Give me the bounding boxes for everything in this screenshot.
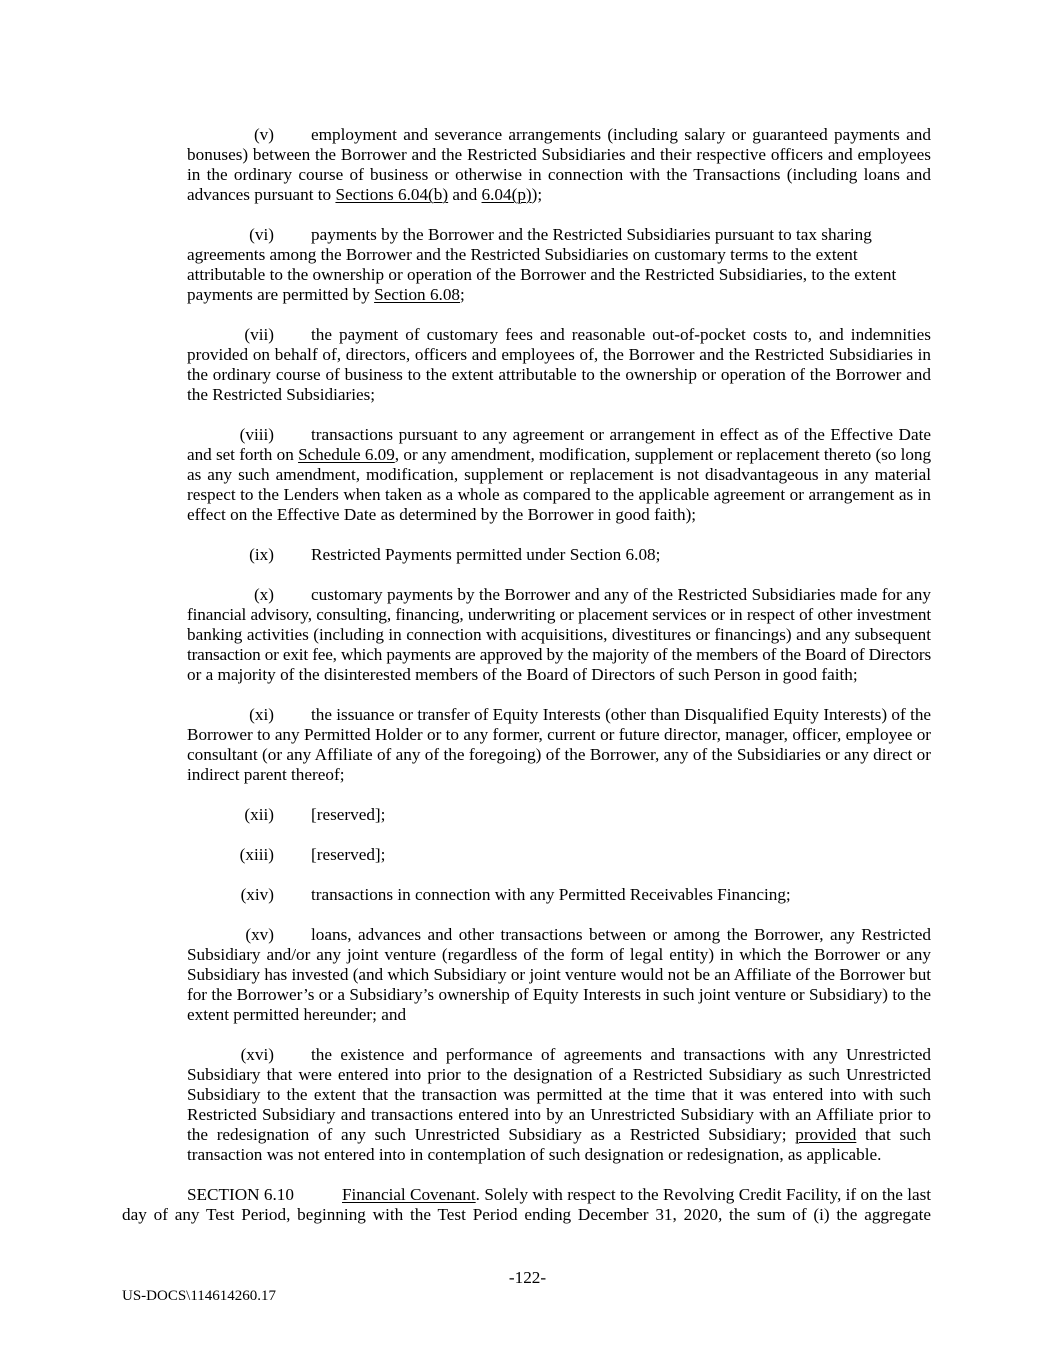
clause-text-line: as any such amendment, modification, supplement or replacement is not disadvantageous in any material bbox=[187, 465, 931, 484]
tab-gap bbox=[274, 705, 311, 725]
clause-text-line: or a majority of the disinterested members of the Board of Directors of such Person in good faith; bbox=[187, 665, 858, 684]
tab-gap bbox=[274, 925, 311, 945]
clause-first-line bbox=[187, 1045, 931, 1065]
clause-x bbox=[187, 585, 931, 685]
clause-number: (x) bbox=[253, 585, 274, 604]
clause-text-line: Restricted Payments permitted under Section 6.08; bbox=[311, 545, 661, 564]
clause-number: (xvi) bbox=[240, 1045, 274, 1064]
section-first-line bbox=[122, 1185, 931, 1205]
clause-text-line: the ordinary course of business to the extent attributable to the ownership or operation of the Borrower and bbox=[187, 365, 931, 384]
cross-reference: 6.04(p) bbox=[481, 185, 532, 204]
clause-xv bbox=[187, 925, 931, 1025]
clause-first-line bbox=[187, 225, 931, 245]
tab-gap bbox=[274, 325, 311, 345]
clause-first-line bbox=[187, 125, 931, 145]
section-6-10 bbox=[122, 1185, 931, 1225]
tab-gap bbox=[274, 125, 311, 145]
tab-gap bbox=[274, 425, 311, 445]
clause-number: (vi) bbox=[249, 225, 274, 244]
clause-number: (xi) bbox=[249, 705, 274, 724]
text-run: , or any amendment, modification, supplement or replacement thereto (so long bbox=[394, 445, 931, 464]
clause-text-line: Subsidiary to the extent that the transaction was permitted at the time that it was entered into with such bbox=[187, 1085, 931, 1104]
clause-xvi bbox=[187, 1045, 931, 1165]
clause-text-line: transaction was not entered into in contemplation of such designation or redesignation, as applicable. bbox=[187, 1145, 882, 1164]
clause-first-line bbox=[187, 805, 931, 825]
clause-first-line bbox=[187, 585, 931, 605]
clause-text-line: indirect parent thereof; bbox=[187, 765, 345, 784]
text-run: payments are permitted by bbox=[187, 285, 375, 304]
proviso-term: provided bbox=[795, 1125, 857, 1144]
clause-text-line: employment and severance arrangements (including salary or guaranteed payments and bbox=[311, 125, 931, 144]
clause-text-line: the payment of customary fees and reasonable out-of-pocket costs to, and indemnities bbox=[311, 325, 931, 344]
clause-first-line bbox=[187, 845, 931, 865]
clause-number: (xv) bbox=[245, 925, 274, 944]
clause-number: (xiv) bbox=[240, 885, 274, 904]
clause-number: (vii) bbox=[244, 325, 274, 344]
text-run: . Solely with respect to the Revolving Credit Facility, if on the last bbox=[475, 1185, 931, 1204]
clause-text-line: financial advisory, consulting, financing, underwriting or placement services or in respect of other investment bbox=[187, 605, 931, 624]
clause-first-line bbox=[187, 425, 931, 445]
clause-text-line bbox=[187, 185, 931, 205]
document-body bbox=[122, 125, 931, 1225]
clause-number: (xiii) bbox=[239, 845, 274, 864]
clause-first-line bbox=[187, 925, 931, 945]
clause-text-line: the existence and performance of agreements and transactions with any Unrestricted bbox=[311, 1045, 931, 1064]
clause-number: (v) bbox=[253, 125, 274, 144]
tab-gap bbox=[274, 805, 311, 825]
clause-number: (xii) bbox=[244, 805, 274, 824]
clause-xiv bbox=[187, 885, 931, 905]
clause-text-line: the issuance or transfer of Equity Interests (other than Disqualified Equity Interests) of the bbox=[311, 705, 931, 724]
section-heading: SECTION 6.10 bbox=[187, 1185, 294, 1204]
clause-vii bbox=[187, 325, 931, 405]
section-text-line bbox=[342, 1185, 931, 1205]
clause-text-line: for the Borrower’s or a Subsidiary’s ownership of Equity Interests in such joint venture or Subsidiary) to the bbox=[187, 985, 931, 1004]
section-title: Financial Covenant bbox=[342, 1185, 476, 1204]
clause-text-line: banking activities (including in connection with acquisitions, divestitures or financings) and any subsequent bbox=[187, 625, 931, 644]
text-run: the redesignation of any such Unrestricted Subsidiary as a Restricted Subsidiary; bbox=[187, 1125, 796, 1144]
clause-first-line bbox=[187, 545, 931, 565]
clause-v bbox=[187, 125, 931, 205]
clause-text-line: transaction or exit fee, which payments are approved by the majority of the members of the Board of Directors bbox=[187, 645, 931, 664]
text-run: and set forth on bbox=[187, 445, 299, 464]
tab-gap bbox=[274, 225, 311, 245]
clause-text-line: Subsidiary that were entered into prior to the designation of a Restricted Subsidiary as such Unrestricted bbox=[187, 1065, 931, 1084]
clause-first-line bbox=[187, 705, 931, 725]
cross-reference: Schedule 6.09 bbox=[298, 445, 395, 464]
tab-gap bbox=[274, 1045, 311, 1065]
clause-text-line: attributable to the ownership or operation of the Borrower and the Restricted Subsidiaries, to the extent bbox=[187, 265, 897, 284]
clause-text-line: Restricted Subsidiary and transactions entered into by an Unrestricted Subsidiary with an Affiliate prior to bbox=[187, 1105, 931, 1124]
clause-text-line: payments by the Borrower and the Restricted Subsidiaries pursuant to tax sharing bbox=[311, 225, 872, 244]
clause-number: (ix) bbox=[249, 545, 274, 564]
clause-xiii bbox=[187, 845, 931, 865]
clause-text-line: transactions pursuant to any agreement or arrangement in effect as of the Effective Date bbox=[311, 425, 931, 444]
clause-text-line: loans, advances and other transactions between or among the Borrower, any Restricted bbox=[311, 925, 931, 944]
cross-reference: Sections 6.04(b) bbox=[335, 185, 449, 204]
clause-first-line bbox=[187, 885, 931, 905]
clause-text-line: in the ordinary course of business or otherwise in connection with the Transactions (including loans and bbox=[187, 165, 931, 184]
page-number: -122- bbox=[508, 1268, 547, 1287]
text-run: that such bbox=[856, 1125, 931, 1144]
clause-text-line: extent permitted hereunder; and bbox=[187, 1005, 407, 1024]
tab-gap bbox=[274, 885, 311, 905]
clause-vi bbox=[187, 225, 931, 305]
clause-text-line: Subsidiary has invested (and which Subsidiary or joint venture would not be an Affiliate of the Borrower but bbox=[187, 965, 931, 984]
clause-text-line: [reserved]; bbox=[311, 805, 386, 824]
text-run: ; bbox=[460, 285, 465, 304]
clause-text-line: [reserved]; bbox=[311, 845, 386, 864]
tab-gap bbox=[274, 545, 311, 565]
clause-xii bbox=[187, 805, 931, 825]
clause-text-line: the Restricted Subsidiaries; bbox=[187, 385, 376, 404]
clause-text-line: respect to the Lenders when taken as a whole as compared to the applicable agreement or arrangement as in bbox=[187, 485, 931, 504]
text-run: ); bbox=[531, 185, 543, 204]
clause-text-line: provided on behalf of, directors, officers and employees of, the Borrower and the Restricted Subsidiaries in bbox=[187, 345, 931, 364]
clause-viii bbox=[187, 425, 931, 525]
clause-text-line bbox=[187, 445, 931, 465]
clause-first-line bbox=[187, 325, 931, 345]
clause-text-line: agreements among the Borrower and the Restricted Subsidiaries on customary terms to the extent bbox=[187, 245, 858, 264]
clause-ix bbox=[187, 545, 931, 565]
tab-gap bbox=[274, 585, 311, 605]
clause-number: (viii) bbox=[239, 425, 274, 444]
clause-text-line: transactions in connection with any Permitted Receivables Financing; bbox=[311, 885, 791, 904]
clause-text-line: effect on the Effective Date as determined by the Borrower in good faith); bbox=[187, 505, 697, 524]
section-text-line: day of any Test Period, beginning with the Test Period ending December 31, 2020, the sum of (i) the aggregate bbox=[122, 1205, 931, 1224]
clause-text-line: customary payments by the Borrower and any of the Restricted Subsidiaries made for any bbox=[311, 585, 931, 604]
cross-reference: Section 6.08 bbox=[374, 285, 461, 304]
document-id-footer: US-DOCS\114614260.17 bbox=[122, 1288, 277, 1304]
clause-text-line: Subsidiary and/or any joint venture (regardless of the form of legal entity) in which the Borrower or any bbox=[187, 945, 931, 964]
clause-text-line: Borrower to any Permitted Holder or to any former, current or future director, manager, officer, employee or bbox=[187, 725, 931, 744]
text-run: and bbox=[448, 185, 482, 204]
clause-text-line bbox=[187, 1125, 931, 1145]
tab-gap bbox=[274, 845, 311, 865]
text-run: advances pursuant to bbox=[187, 185, 336, 204]
clause-text-line: consultant (or any Affiliate of any of the foregoing) of the Borrower, any of the Subsidiaries or any direct or bbox=[187, 745, 931, 764]
clause-text-line: bonuses) between the Borrower and the Restricted Subsidiaries and their respective officers and employees bbox=[187, 145, 931, 164]
clause-text-line bbox=[187, 285, 931, 305]
clause-xi bbox=[187, 705, 931, 785]
